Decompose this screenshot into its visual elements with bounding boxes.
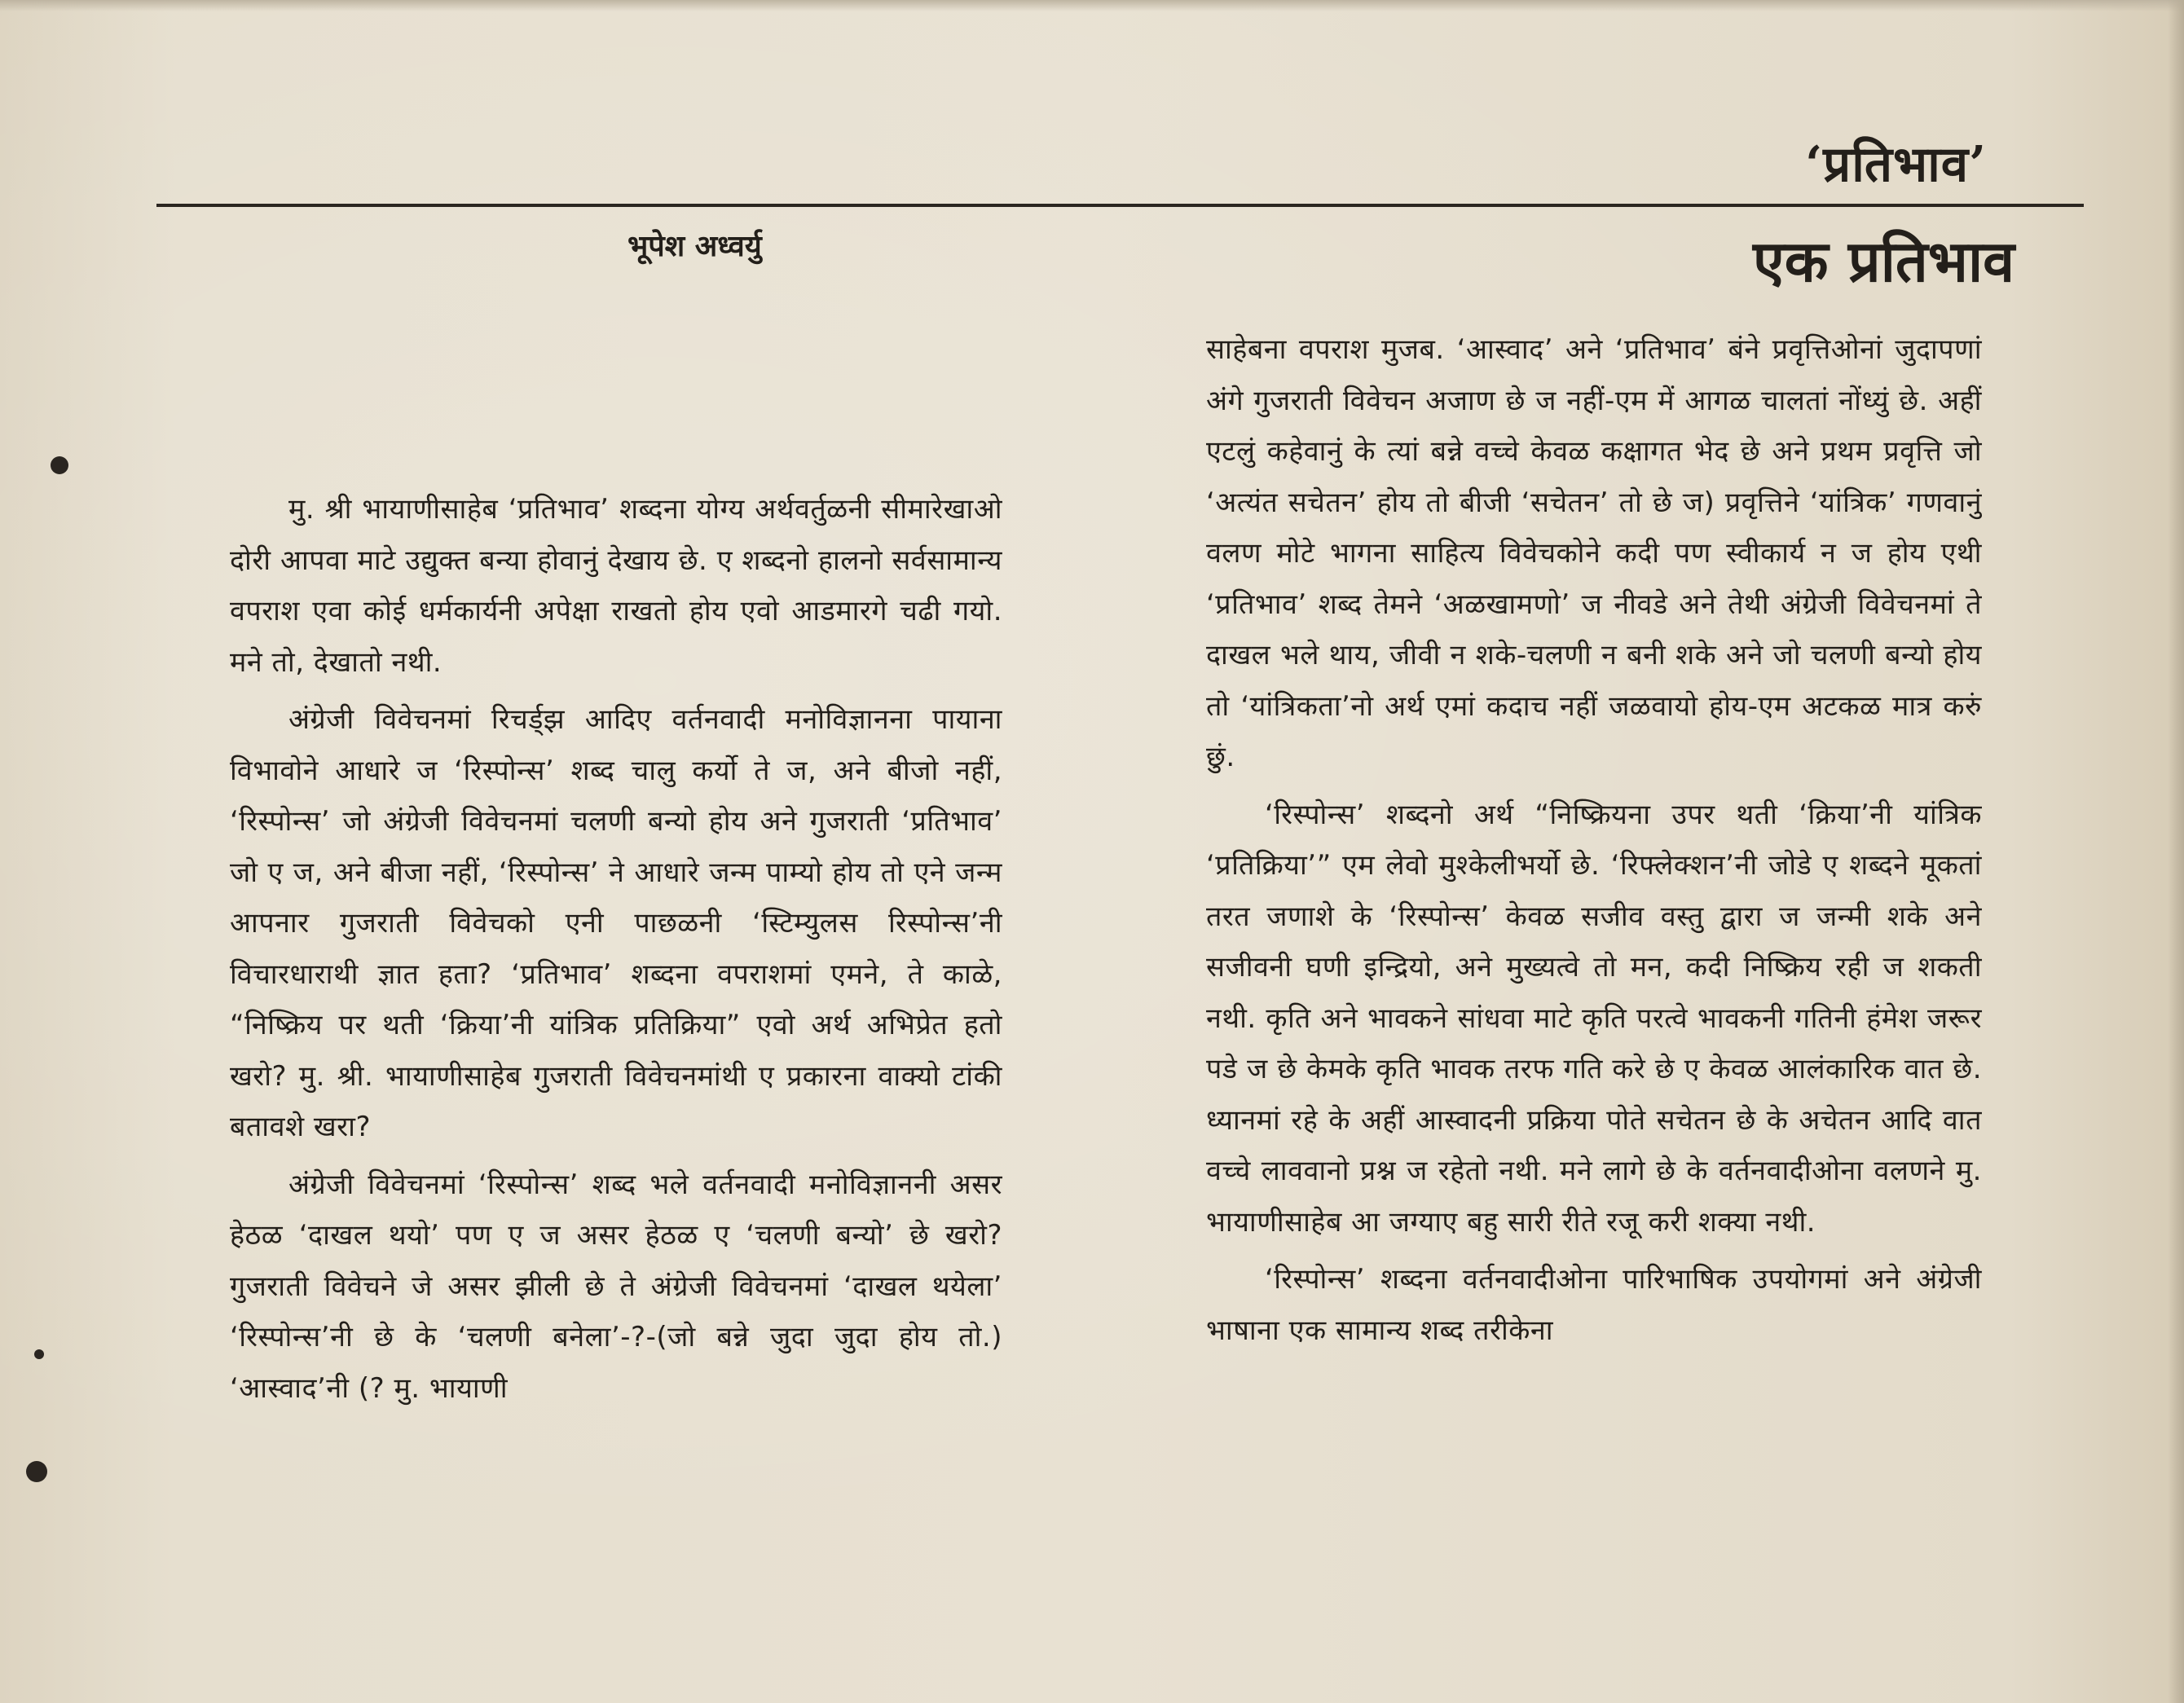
punch-hole bbox=[51, 456, 68, 474]
paragraph: ‘रिस्पोन्स’ शब्दनो अर्थ “निष्क्रियना उपर थती ‘क्रिया’नी यांत्रिक ‘प्रतिक्रिया’” एम लेवो मुश्केलीभर्यो छे. ‘रिफ्लेक्शन’नी जोडे ए शब्दने मूकतां तरत जणाशे के ‘रिस्पोन्स’ केवळ सजीव वस्तु द्वारा ज जन्मी शके अने सजीवनी घणी इन्द्रियो, अने मुख्यत्वे तो मन, कदी निष्क्रिय रही ज शकती नथी. कृति अने भावकने सांधवा माटे कृति परत्वे भावकनी गतिनी हंमेश जरूर पडे ज छे केमके कृति भावक तरफ गति करे छे ए केवळ आलंकारिक वात छे. ध्यानमां रहे के अहीं आस्वादनी प्रक्रिया पोते सचेतन छे के अचेतन आदि वात वच्चे लाववानो प्रश्न ज रहेतो नथी. मने लागे छे के वर्तनवादीओना वलणने मु. भायाणीसाहेब आ जग्याए बहु सारी रीते रजू करी शक्या नथी. bbox=[1206, 798, 1982, 1239]
paragraph: ‘रिस्पोन्स’ शब्दना वर्तनवादीओना पारिभाषिक उपयोगमां अने अंग्रेजी भाषाना एक सामान्य शब्द तरीकेना bbox=[1206, 1263, 1982, 1347]
paragraph: अंग्रेजी विवेचनमां ‘रिस्पोन्स’ शब्द भले वर्तनवादी मनोविज्ञाननी असर हेठळ ‘दाखल थयो’ पण ए ज असर हेठळ ए ‘चलणी बन्यो’ छे खरो? गुजराती विवेचने जे असर झीली छे ते अंग्रेजी विवेचनमां ‘दाखल थयेला’ ‘रिस्पोन्स’नी छे के ‘चलणी बनेला’-?-(जो बन्ने जुदा जुदा होय तो.) ‘आस्वाद’नी (? मु. भायाणी bbox=[230, 1168, 1002, 1405]
left-column bbox=[230, 484, 1002, 1414]
header-rule bbox=[156, 204, 2084, 207]
paragraph: साहेबना वपराश मुजब. ‘आस्वाद’ अने ‘प्रतिभाव’ बंने प्रवृत्तिओनां जुदापणां अंगे गुजराती विवेचन अजाण छे ज नहीं-एम में आगळ चालतां नोंध्युं छे. अहीं एटलुं कहेवानुं के त्यां बन्ने वच्चे केवळ कक्षागत भेद छे अने प्रथम प्रवृत्ति जो ‘अत्यंत सचेतन’ होय तो बीजी ‘सचेतन’ तो छे ज) प्रवृत्तिने ‘यांत्रिक’ गणवानुं वलण मोटे भागना साहित्य विवेचकोने कदी पण स्वीकार्य न ज होय एथी ‘प्रतिभाव’ शब्द तेमने ‘अळखामणो’ ज नीवडे अने तेथी अंग्रेजी विवेचनमां ते दाखल भले थाय, जीवी न शके-चलणी न बनी शके अने जो चलणी बन्यो होय तो ‘यांत्रिकता’नो अर्थ एमां कदाच नहीं जळवायो होय-एम अटकळ मात्र करुं छुं. bbox=[1206, 333, 1982, 773]
top-edge-shadow bbox=[0, 0, 2184, 11]
punch-hole bbox=[34, 1349, 44, 1359]
paragraph: मु. श्री भायाणीसाहेब ‘प्रतिभाव’ शब्दना योग्य अर्थवर्तुळनी सीमारेखाओ दोरी आपवा माटे उद्युक्त बन्या होवानुं देखाय छे. ए शब्दनो हालनो सर्वसामान्य वपराश एवा कोई धर्मकार्यनी अपेक्षा राखतो होय एवो आडमारगे चढी गयो. मने तो, देखातो नथी. bbox=[230, 493, 1002, 679]
punch-hole bbox=[26, 1461, 47, 1482]
running-head: ‘प्रतिभाव’ bbox=[1805, 136, 1987, 193]
article-title: एक प्रतिभाव bbox=[1753, 227, 2014, 295]
right-column bbox=[1206, 324, 1982, 1356]
author-name: भूपेश अध्वर्यु bbox=[627, 229, 762, 263]
paragraph: अंग्रेजी विवेचनमां रिचर्ड्झ आदिए वर्तनवादी मनोविज्ञानना पायाना विभावोने आधारे ज ‘रिस्पोन्स’ शब्द चालु कर्यो ते ज, अने बीजो नहीं, ‘रिस्पोन्स’ जो अंग्रेजी विवेचनमां चलणी बन्यो होय अने गुजराती ‘प्रतिभाव’ जो ए ज, अने बीजा नहीं, ‘रिस्पोन्स’ ने आधारे जन्म पाम्यो होय तो एने जन्म आपनार गुजराती विवेचको एनी पाछळनी ‘स्टिम्युलस रिस्पोन्स’नी विचारधाराथी ज्ञात हता? ‘प्रतिभाव’ शब्दना वपराशमां एमने, ते काळे, “निष्क्रिय पर थती ‘क्रिया’नी यांत्रिक प्रतिक्रिया” एवो अर्थ अभिप्रेत हतो खरो? मु. श्री. भायाणीसाहेब गुजराती विवेचनमांथी ए प्रकारना वाक्यो टांकी बतावशे खरा? bbox=[230, 703, 1002, 1143]
right-page-edge bbox=[2168, 0, 2184, 1703]
